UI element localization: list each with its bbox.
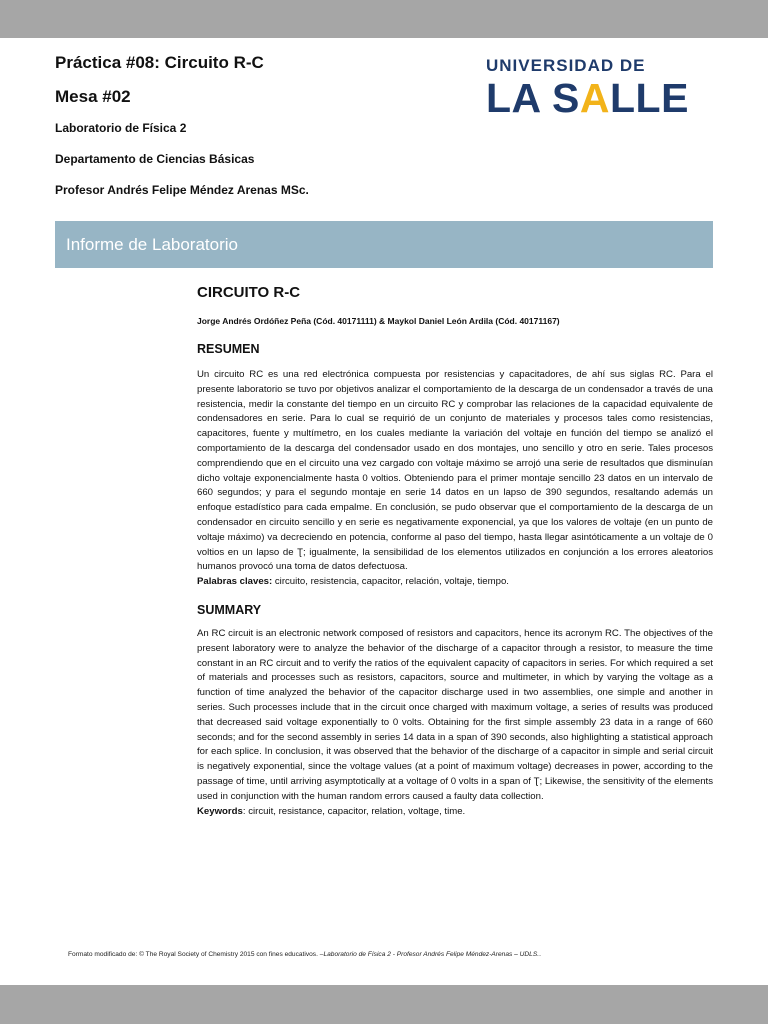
logo-main-part1: LA S [486, 75, 580, 121]
logo-top-text: UNIVERSIDAD DE [486, 56, 646, 75]
article-authors: Jorge Andrés Ordóñez Peña (Cód. 40171111) & Maykol Daniel León Ardila (Cód. 40171167) [197, 316, 560, 326]
article-body [197, 283, 713, 819]
palabras-claves-text: circuito, resistencia, capacitor, relación, voltaje, tiempo. [272, 576, 509, 588]
palabras-claves-label: Palabras claves: [197, 576, 273, 588]
professor-name: Profesor Andrés Felipe Méndez Arenas MSc. [55, 183, 309, 197]
logo-main-part2: LLE [609, 75, 689, 121]
palabras-claves [197, 575, 713, 590]
footer-end: . [539, 951, 541, 958]
banner-label: Informe de Laboratorio [66, 235, 238, 254]
report-banner [55, 221, 713, 268]
footer-plain-text: Formato modificado de: © The Royal Society of Chemistry 2015 con fines educativos. – [68, 951, 324, 958]
top-gray-bar [0, 0, 768, 38]
article-title: CIRCUITO R-C [197, 284, 301, 301]
summary-heading: SUMMARY [197, 602, 262, 617]
page-footer [68, 950, 728, 959]
keywords [197, 805, 713, 820]
footer-italic-text: Laboratorio de Física 2 - Profesor Andrés Felipe Méndez-Arenas – UDLS. [323, 951, 540, 958]
course-name: Laboratorio de Física 2 [55, 121, 187, 135]
resumen-heading: RESUMEN [197, 342, 260, 356]
logo-main-text [486, 76, 716, 120]
keywords-text: : circuit, resistance, capacitor, relation, voltage, time. [242, 805, 466, 817]
document-header [55, 52, 455, 198]
summary-paragraph: An RC circuit is an electronic network composed of resistors and capacitors, hence its acronym RC. The objectives of the present laboratory were to analyze the behavior of the discharge of a capacitor through a resistor, to measure the time constant in an RC circuit and to verify the ratios of the equivalent capacity of capacitors in series. For which required a set of materials and processes such as resistors, capacitors, source and multimeter, in which by varying the voltage as a function of time analyzed the behavior of the capacitor discharge used in two assemblies, one simple and another in series. Such processes include that in the circuit once charged with maximum voltage, a series of results was produced that decreased said voltage exponentially to 0 volts. Obtaining for the first simple assembly 23 data in a range of 660 seconds; and for the second assembly in series 14 data in a span of 390 seconds, also highlighting a statistical approach for each splice. In conclusion, it was observed that the behavior of the discharge of a capacitor in simple and serial circuit is negatively exponential, since the voltage values (at a point of maximum voltage) decreases in power, according to the passage of time, until arriving asymptotically at a voltage of 0 volts in a span of Ʈ; Likewise, the sensitivity of the elements used in conjunction with the human random errors caused a faulty data collection. [197, 627, 713, 802]
logo-accent-letter: A [579, 75, 610, 121]
university-logo [486, 56, 716, 122]
resumen-paragraph: Un circuito RC es una red electrónica compuesta por resistencias y capacitadores, de ahí sus siglas RC. Para el presente laboratorio se tuvo por objetivos analizar el comportamiento de la descarga de un condensador a través de una resistencia, medir la constante del tiempo en un circuito RC y comprobar las relaciones de la capacidad equivalente de condensadores en serie. Para lo cual se requirió de un conjunto de materiales y procesos tales como resistencias, capacitores, fuente y multímetro, en los cuales mediante la variación del voltaje en función del tiempo se analizó el comportamiento de la descarga del condensador usado en dos montajes, uno sencillo y otro en serie. Tales procesos comprendiendo que en el circuito una vez cargado con voltaje máximo se arrojó una serie de resultados que disminuían dicho voltaje exponencialmente hasta 0 voltios. Obteniendo para el primer montaje sencillo 23 datos en un intervalo de 660 segundos; y para el segundo montaje en serie 14 datos en un lapso de 390 segundos, resaltando además un enfoque estadístico para cada empalme. En conclusión, se pudo observar que el comportamiento de la descarga de un condensador en circuito sencillo y en serie es negativamente exponencial, ya que los valores de voltaje (en un punto de voltaje máximo) va decreciendo en potencia, conforme al paso del tiempo, hasta llegar asintóticamente a un voltaje de 0 voltios en un lapso de Ʈ; igualmente, la sensibilidad de los elementos utilizados en conjunción a los errores aleatorios humanos provocó una toma de datos defectuosa. [197, 369, 713, 573]
bottom-gray-bar [0, 985, 768, 1024]
department-name: Departamento de Ciencias Básicas [55, 152, 255, 166]
table-number: Mesa #02 [55, 87, 131, 106]
practice-title: Práctica #08: Circuito R-C [55, 53, 264, 72]
keywords-label: Keywords [197, 805, 243, 817]
